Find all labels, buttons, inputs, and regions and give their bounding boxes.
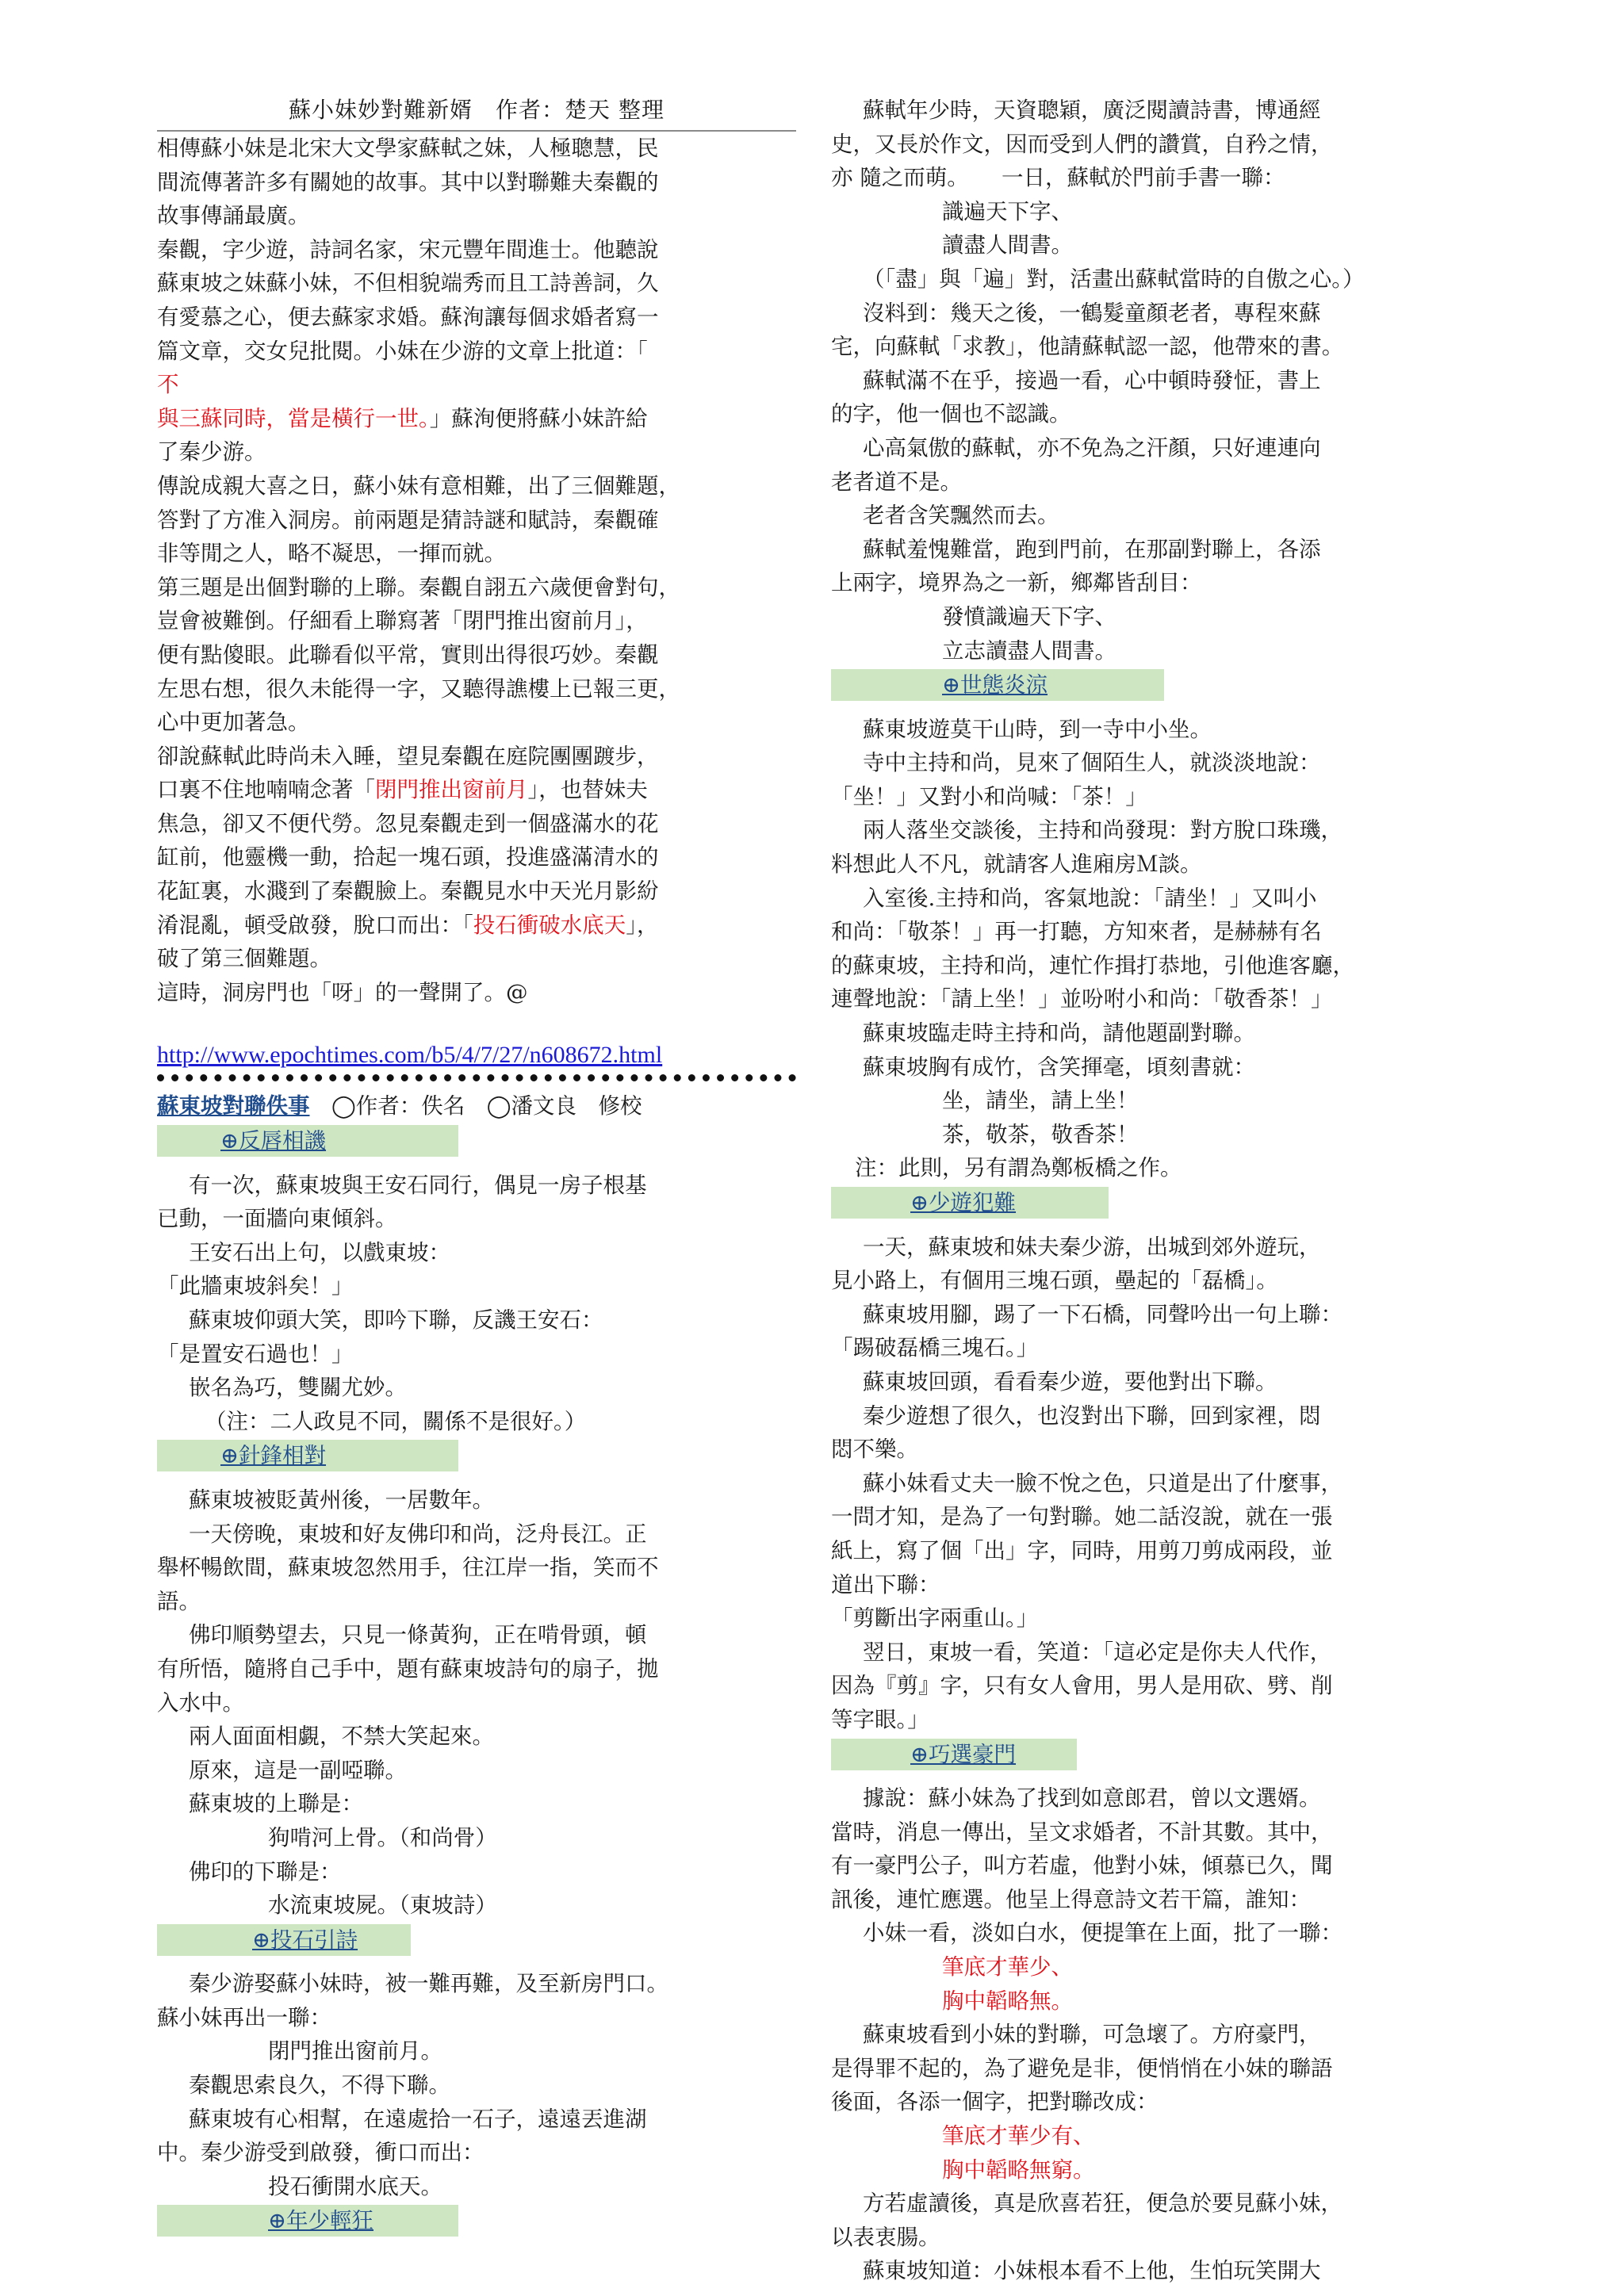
heading-qiaoxuanhaomen: [831, 1739, 1077, 1770]
heading-shaoyoufannan: [831, 1187, 1109, 1219]
text-line: 傳說成親大喜之日，蘇小妹有意相難，出了三個難題，: [157, 473, 680, 499]
text-line: 兩人落坐交談後，主持和尚發現：對方脫口珠璣，: [863, 817, 1342, 844]
heading-shitaiyanliang: [831, 669, 1164, 701]
heading-fanchunxiangji: [157, 1125, 458, 1157]
text-line: 讀盡人間書。: [942, 232, 1073, 258]
text-line: 蘇東坡知道：小妹根本看不上他，生怕玩笑開大: [863, 2258, 1321, 2284]
text-line: 有所悟，隨將自己手中，題有蘇東坡詩句的扇子，拋: [157, 1655, 659, 1682]
text-line: 胸中韜略無。: [942, 1988, 1073, 2014]
intro-line: [157, 402, 796, 436]
text-line: 焦急，卻又不便代勞。忽見秦觀走到一個盛滿水的花: [157, 810, 659, 836]
text-line: 「剪斷出字兩重山。」: [831, 1605, 1039, 1632]
text-line: 狗啃河上骨。（和尚骨）: [268, 1824, 497, 1850]
text-line: 心中更加著急。: [157, 710, 310, 736]
section-body: [157, 1483, 796, 1923]
text-line: 語。: [157, 1588, 201, 1614]
text-line: 後面，各添一個字，把對聯改成：: [831, 2089, 1159, 2115]
text-line: 閉門推出窗前月。: [268, 2038, 442, 2064]
heading-text: ⊕年少輕狂: [268, 2208, 374, 2234]
text-line: 第三題是出個對聯的上聯。秦觀自詡五六歲便會對句，: [157, 574, 680, 600]
text-line: 蘇東坡的上聯是：: [189, 1791, 363, 1817]
text-line: 缸前，他靈機一動，拾起一塊石頭，投進盛滿清水的: [157, 844, 659, 871]
text-line: 筆底才華少、: [942, 1954, 1073, 1980]
text-line: （注：二人政見不同，關係不是很好。）: [205, 1408, 587, 1434]
section-body: [831, 1781, 1470, 2288]
heading-text: ⊕世態炎涼: [942, 672, 1048, 698]
source-link[interactable]: http://www.epochtimes.com/b5/4/7/27/n608672.html: [157, 1042, 663, 1069]
text-line: 原來，這是一副啞聯。: [189, 1757, 407, 1783]
text-line: 料想此人不凡，就請客人進廂房Ｍ談。: [831, 851, 1202, 878]
text-line: 王安石出上句，以戲東坡：: [189, 1239, 450, 1265]
heading-zhenfengxiangdui: [157, 1440, 458, 1471]
intro-paragraphs: [157, 942, 796, 1009]
text-line: 等字眼。」: [831, 1706, 929, 1732]
text-line: 答對了方准入洞房。前兩題是猜詩謎和賦詩，秦觀確: [157, 507, 659, 533]
text-line: 篇文章，交女兒批閱。小妹在少游的文章上批道：「: [157, 338, 648, 364]
text-line: 這時，洞房門也「呀」的一聲開了。@: [157, 979, 528, 1005]
text-line: （「盡」與「遍」對，活畫出蘇軾當時的自傲之心。）: [863, 266, 1365, 292]
text-line: 茶，敬茶，敬香茶！: [942, 1121, 1139, 1147]
intro-line: [157, 368, 796, 402]
text-line: 「踢破磊橋三塊石。」: [831, 1335, 1039, 1361]
text-line: 蘇東坡被貶黃州後，一居數年。: [189, 1487, 494, 1513]
text-line: 訊後，連忙應選。他呈上得意詩文若干篇，誰知：: [831, 1886, 1311, 1912]
text-line: 亦 隨之而萌。 一日，蘇軾於門前手書一聯：: [831, 165, 1285, 191]
text-line: 據說：蘇小妹為了找到如意郎君，曾以文選婿。: [863, 1785, 1321, 1812]
section-body: [831, 1230, 1470, 1737]
text-line: 卻說蘇軾此時尚未入睡，望見秦觀在庭院團團踱步，: [157, 743, 659, 769]
text-red: 與三蘇同時，當是橫行一世。: [157, 405, 430, 431]
intro-paragraphs: [157, 132, 796, 368]
text-line: 中。秦少游受到啟發，衝口而出：: [157, 2140, 485, 2166]
text-line: 秦觀，字少遊，詩詞名家，宋元豐年間進士。他聽說: [157, 236, 659, 262]
text-line: 翌日，東坡一看，笑道：「這必定是你夫人代作，: [863, 1639, 1332, 1665]
text-line: 道出下聯：: [831, 1571, 940, 1598]
text-line: 識遍天下字、: [942, 198, 1073, 224]
intro-paragraphs: [157, 435, 796, 773]
text-line: 嵌名為巧，雙關尤妙。: [189, 1375, 407, 1401]
section-title: 蘇東坡對聯佚事: [157, 1093, 310, 1119]
heading-text: ⊕投石引詩: [252, 1927, 358, 1953]
text-line: 蘇軾羞愧難當，跑到門前，在那副對聯上，各添: [863, 536, 1321, 562]
text-line: 蘇東坡回頭，看看秦少遊，要他對出下聯。: [863, 1368, 1277, 1395]
text-line: 已動，一面牆向東傾斜。: [157, 1206, 397, 1232]
text-line: 蘇東坡用腳，踢了一下石橋，同聲吟出一句上聯：: [863, 1301, 1342, 1327]
text-line: 佛印的下聯是：: [189, 1858, 342, 1885]
section-body: [831, 94, 1470, 668]
text-line: 蘇軾年少時，天資聰穎，廣泛閱讀詩書，博通經: [863, 98, 1321, 123]
text-line: 蘇小妹再出一聯：: [157, 2004, 331, 2030]
text: 」，也替妹夫: [527, 777, 648, 803]
text-line: 一天，蘇東坡和妹夫秦少游，出城到郊外遊玩，: [863, 1234, 1321, 1260]
text-line: 蘇東坡有心相幫，在遠處拾一石子，遠遠丟進湖: [189, 2106, 647, 2132]
text-line: 有一次，蘇東坡與王安石同行，偶見一房子根基: [189, 1172, 647, 1198]
text-line: 發憤識遍天下字、: [942, 603, 1116, 629]
text-line: 蘇東坡遊莫干山時，到一寺中小坐。: [863, 716, 1212, 742]
heading-nianshaoqingkuang: [157, 2205, 458, 2237]
text-line: 悶不樂。: [831, 1437, 918, 1463]
text: 淆混亂，頓受啟發，脫口而出：「: [157, 912, 473, 938]
text-line: 一問才知，是為了一句對聯。她二話沒說，就在一張: [831, 1504, 1333, 1530]
text-line: 「此牆東坡斜矣！」: [157, 1273, 354, 1299]
right-column: [831, 94, 1470, 2288]
text-line: 沒料到：幾天之後，一鶴髮童顏老者，專程來蘇: [863, 300, 1321, 326]
text-line: 上兩字，境界為之一新，鄉鄰皆刮目：: [831, 570, 1202, 596]
text-red: 投石衝破水底天: [473, 912, 626, 938]
text-line: 紙上，寫了個「出」字，同時，用剪刀剪成兩段，並: [831, 1537, 1333, 1563]
text-line: 連聲地說：「請上坐！」並吩咐小和尚：「敬香茶！」: [831, 986, 1333, 1012]
text-line: 有愛慕之心，便去蘇家求婚。蘇洵讓每個求婚者寫一: [157, 304, 659, 330]
text-line: 注：此則，另有謂為鄭板橋之作。: [855, 1155, 1182, 1181]
text-line: 「是置安石過也！」: [157, 1341, 354, 1367]
text-line: 坐，請坐，請上坐！: [942, 1088, 1139, 1114]
heading-text: ⊕針鋒相對: [220, 1443, 327, 1469]
text-line: 秦觀思索良久，不得下聯。: [189, 2072, 450, 2099]
intro-line: [157, 909, 796, 943]
text-line: 投石衝開水底天。: [268, 2173, 442, 2199]
text-line: 方若虛讀後，真是欣喜若狂，便急於要見蘇小妹，: [863, 2191, 1342, 2217]
heading-text: ⊕少遊犯難: [910, 1190, 1017, 1215]
text-line: 了秦少游。: [157, 439, 266, 465]
text-line: 秦少遊想了很久，也沒對出下聯，回到家裡，悶: [863, 1402, 1321, 1429]
text-line: 間流傳著許多有關她的故事。其中以對聯難夫秦觀的: [157, 169, 659, 195]
text: 口裏不住地喃喃念著「: [157, 777, 375, 803]
text-line: 有一豪門公子，叫方若虛，他對小妹，傾慕已久，聞: [831, 1853, 1333, 1879]
text-line: 相傳蘇小妹是北宋大文學家蘇軾之妹，人極聰慧，民: [157, 136, 659, 161]
text-line: 一天傍晚，東坡和好友佛印和尚，泛舟長江。正: [189, 1521, 647, 1547]
text-line: 是得罪不起的，為了避免是非，便悄悄在小妹的聯語: [831, 2055, 1333, 2081]
text-red: 閉門推出窗前月: [375, 777, 528, 803]
text-line: 破了第三個難題。: [157, 946, 331, 972]
text-line: 宅，向蘇軾「求教」，他請蘇軾認一認，他帶來的書。: [831, 334, 1344, 360]
text-line: 蘇東坡臨走時主持和尚，請他題副對聯。: [863, 1020, 1255, 1047]
text-line: 蘇東坡看到小妹的對聯，可急壞了。方府豪門，: [863, 2022, 1321, 2048]
text-line: 和尚：「敬茶！」再一打聽，方知來者，是赫赫有名: [831, 919, 1322, 945]
text-line: 心高氣傲的蘇軾，亦不免為之汗顏，只好連連向: [863, 434, 1321, 461]
text-line: 蘇東坡仰頭大笑，即吟下聯，反譏王安石：: [189, 1307, 603, 1333]
text-line: 見小路上，有個用三塊石頭，壘起的「磊橋」。: [831, 1268, 1278, 1294]
section-header: [157, 1089, 796, 1123]
text-line: 舉杯暢飲間，蘇東坡忽然用手，往江岸一指，笑而不: [157, 1555, 659, 1581]
text-line: 蘇小妹看丈夫一臉不悅之色，只道是出了什麼事，: [863, 1470, 1342, 1496]
text-line: 秦少游娶蘇小妹時，被一難再難，及至新房門口。: [189, 1971, 668, 1997]
section-body: [157, 1169, 796, 1439]
text-line: 蘇東坡之妹蘇小妹，不但相貌端秀而且工詩善詞，久: [157, 270, 659, 297]
dotted-divider: [157, 1074, 796, 1081]
text-line: 水流東坡屍。（東坡詩）: [268, 1892, 497, 1919]
text-line: 非等閒之人，略不凝思，一揮而就。: [157, 541, 506, 567]
text-line: 寺中主持和尚，見來了個陌生人，就淡淡地說：: [863, 750, 1321, 776]
text-line: 因為『剪』字，只有女人會用，男人是用砍、劈、削: [831, 1673, 1333, 1699]
text-line: 豈會被難倒。仔細看上聯寫著「閉門推出窗前月」，: [157, 608, 648, 634]
heading-toushiyinshi: [157, 1924, 411, 1956]
text-line: 「坐！」又對小和尚喊：「茶！」: [831, 783, 1147, 809]
text-line: 筆底才華少有、: [942, 2123, 1095, 2149]
text-line: 故事傳誦最廣。: [157, 203, 310, 229]
text-line: 立志讀盡人間書。: [942, 637, 1116, 664]
text-line: 左思右想，很久未能得一字，又聽得譙樓上已報三更，: [157, 675, 680, 702]
text-line: 以表衷腸。: [831, 2224, 940, 2250]
text-red: 不: [157, 372, 179, 398]
text-line: 老者道不是。: [831, 469, 962, 495]
text: 」，: [626, 912, 659, 938]
intro-paragraphs: [157, 807, 796, 909]
text-line: 花缸裏，水濺到了秦觀臉上。秦觀見水中天光月影紛: [157, 878, 659, 905]
section-meta: ◯作者：佚名 ◯潘文良 修校: [309, 1093, 642, 1119]
section-body: [157, 1967, 796, 2203]
text-line: 入室後.主持和尚，客氣地說：「請坐！」又叫小: [863, 885, 1317, 911]
text-line: 蘇軾滿不在乎，接過一看，心中頓時發怔，書上: [863, 367, 1321, 393]
text: 」蘇洵便將蘇小妹許給: [429, 405, 648, 431]
text-line: 當時，消息一傳出，呈文求婚者，不計其數。其中，: [831, 1819, 1333, 1845]
text-line: 入水中。: [157, 1689, 244, 1716]
intro-line: [157, 773, 796, 807]
text-line: 便有點傻眼。此聯看似平常，實則出得很巧妙。秦觀: [157, 641, 659, 668]
text-line: 蘇東坡胸有成竹，含笑揮毫，頃刻書就：: [863, 1054, 1255, 1080]
heading-text: ⊕巧選豪門: [910, 1741, 1017, 1767]
page-header: 蘇小妹妙對難新婿 作者：楚天 整理: [157, 94, 796, 132]
heading-text: ⊕反唇相譏: [220, 1128, 327, 1154]
text-line: 小妹一看，淡如白水，便提筆在上面，批了一聯：: [863, 1920, 1342, 1946]
text-line: 佛印順勢望去，只見一條黃狗，正在啃骨頭，頓: [189, 1622, 647, 1648]
text-line: 老者含笑飄然而去。: [863, 503, 1059, 529]
text-line: 兩人面面相覷，不禁大笑起來。: [189, 1724, 494, 1750]
text-line: 胸中韜略無窮。: [942, 2156, 1095, 2183]
text-line: 的蘇東坡，主持和尚，連忙作揖打恭地，引他進客廳，: [831, 952, 1354, 978]
text-line: 的字，他一個也不認識。: [831, 401, 1071, 427]
text-line: 史，又長於作文，因而受到人們的讚賞，自矜之情，: [831, 131, 1333, 157]
section-body: [831, 713, 1470, 1185]
left-column: [157, 94, 796, 2248]
